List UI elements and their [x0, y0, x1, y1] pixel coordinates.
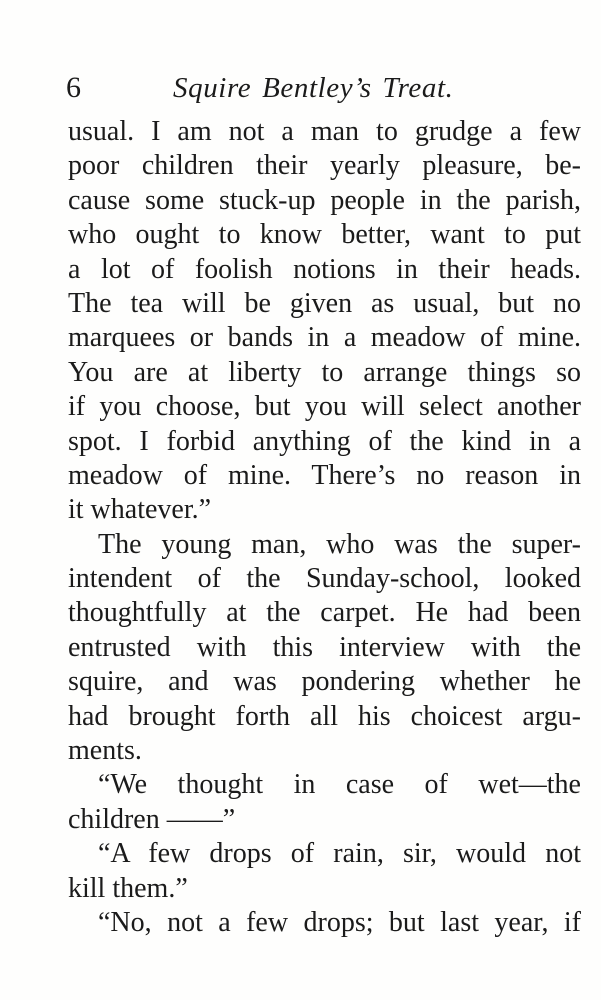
text-line: intendent of the Sunday-school, looked — [68, 563, 581, 595]
running-title: Squire Bentley’s Treat. — [173, 72, 454, 104]
text-line: it whatever.” — [68, 494, 212, 526]
text-line: if you choose, but you will select another — [68, 391, 581, 423]
text-line: cause some stuck-up people in the parish, — [68, 184, 581, 216]
text-line: entrusted with this interview with the — [68, 631, 581, 663]
text-line: “No, not a few drops; but last year, if — [98, 906, 581, 938]
body-text — [68, 115, 581, 940]
text-line: poor children their yearly pleasure, be- — [68, 150, 581, 182]
text-line: The young man, who was the super- — [98, 528, 581, 560]
text-line: You are at liberty to arrange things so — [68, 356, 581, 388]
text-line: usual. I am not a man to grudge a few — [68, 116, 581, 147]
text-line: had brought forth all his choicest argu- — [68, 700, 581, 732]
text-line: marquees or bands in a meadow of mine. — [68, 322, 581, 354]
page-header — [0, 68, 601, 108]
text-line: who ought to know better, want to put — [68, 219, 581, 251]
text-line: kill them.” — [68, 872, 188, 904]
text-line: spot. I forbid anything of the kind in a — [68, 425, 581, 457]
text-line: “We thought in case of wet—the — [98, 769, 581, 801]
text-line: meadow of mine. There’s no reason in — [68, 459, 581, 491]
text-line: a lot of foolish notions in their heads. — [68, 253, 581, 285]
text-line: ments. — [68, 735, 142, 767]
text-line: squire, and was pondering whether he — [68, 666, 581, 698]
text-line: The tea will be given as usual, but no — [68, 287, 581, 319]
text-line: “A few drops of rain, sir, would not — [98, 838, 581, 870]
page-number: 6 — [66, 71, 81, 104]
text-line: children ——” — [68, 803, 236, 835]
text-line: thoughtfully at the carpet. He had been — [68, 597, 581, 629]
